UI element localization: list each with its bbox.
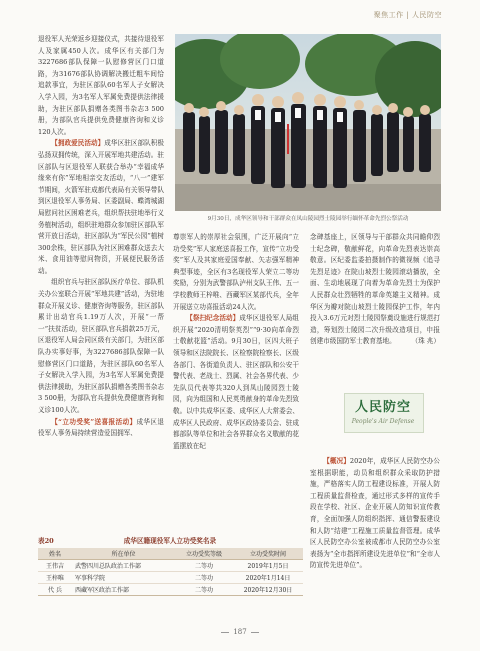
paragraph-text: 2020年，成华区人民防空办公室根据职能，动员和组织群众采取防护措施，严格落实人防工程建设标准，开展人防工程质量监督检查，通过形式多样的宣传手段在学校、社区、企业开展人防知识宣传教育，全面加强人防组织指挥、通信警报建设和人防“结建”工程施工质量监督管理。成华区人民防空办公室被成都市人民防空办公室表扬为“全市指挥所建设先进单位”和“全市人防宣传先进单位”。 bbox=[310, 457, 440, 570]
table-row bbox=[38, 560, 303, 572]
table-row bbox=[38, 572, 303, 584]
paragraph bbox=[310, 456, 440, 572]
table-caption: 成华区籍现役军人立功受奖名录 bbox=[123, 537, 217, 545]
table-title bbox=[38, 535, 303, 545]
text-column-1 bbox=[38, 34, 164, 524]
table-cell: 武警四川总队政治工作部 bbox=[72, 560, 175, 572]
table-header-row bbox=[38, 548, 303, 560]
table-cell: 西藏军区政治工作部 bbox=[72, 584, 175, 596]
paragraph: 组织官兵与驻区部队医疗单位、部队机关办公室联合开展“军地共建”活动，为驻地群众开展义诊、健康咨询等服务，驻区部队累计出动官兵1.19万人次，开展“一帮一”扶贫活动，驻区部队官兵捐款25万元，区退役军人局会同区级有关部门，为驻区部队办实事好事，为3227686部队保障一队慰修营区门口道路，为驻区部队60名军人子女解决入学入园，为3名军人军属免费提供法律援助，为驻区部队捐赠各类图书杂志3 500册，为部队官兵提供免费健康咨询和义诊100人次。 bbox=[38, 278, 164, 414]
page-footer bbox=[0, 628, 480, 636]
paragraph: 退役军人光荣返乡迎接仪式，共接待退役军人及家属450人次。成华区有关部门为3227686部队保障一队慰修营区门口道路，为31676部队协调解决搬迁粗车间恰追款事宜，为驻区部队60名军人子女解决入学入园，为3名军人军属免费提供法律援助，为驻区部队捐赠各类图书杂志3 500册，为部队官兵提供免费健康咨询和义诊120人次。 bbox=[38, 35, 164, 136]
section-tag: 【“立功受奖”送喜报活动】 bbox=[51, 417, 137, 426]
table-cell: 代 兵 bbox=[38, 584, 72, 596]
paragraph-text: 成华区退役军人局组织开展“2020清明祭英烈”“9·30向革命烈士敬献花篮”活动。9月30日，区四大班子领导和区法院院长、区检察院检察长、区级各部门、各街道负责人、驻区部队和公安干警代表、老战士、烈属、社会各界代表、少先队员代表等共320人到凤山陵园烈士陵园，向为组国和人民英勇献身的革命先烈致敬。以中共成华区委、成华区人大常委会、成华区人民政府、成华区政协委员会、驻成都部队等单位和社会各界群众名义敬献的花篮摆放在纪 bbox=[173, 314, 299, 450]
awards-table bbox=[38, 548, 303, 596]
ceremony-photo-illustration bbox=[175, 34, 441, 211]
section-tag: 【祭扫纪念活动】 bbox=[186, 314, 240, 323]
section-title: 人民防空 bbox=[354, 400, 411, 415]
paragraph bbox=[173, 313, 299, 452]
page-number: 187 bbox=[233, 628, 247, 636]
paragraph-text: 成华区退役军人事务局持续营造爱国拥军、 bbox=[38, 417, 164, 438]
paragraph-text: 念碑基座上，区领导与干部群众共同瞻仰烈士纪念碑，敬献鲜花，向革命先烈表达崇高敬意。区纪委监委拍摄制作的微视频《追寻先烈足迹》在院山坡烈士陵园滚动播放，全面、生动地展现了向着为革命先烈士为保护人民群众壮烈牺牲的革命英雄主义精神。成华区为瓣对院山坡烈士陵园保护工作，年内投入3.6万元对烈士陵园祭奠设施进行规范打造，筹划烈士陵园二次升级改造项目，申报创建市级国防军士教育基地。 bbox=[310, 233, 440, 346]
footer-rule bbox=[251, 632, 259, 633]
text-column-3 bbox=[310, 232, 440, 382]
table-header: 姓名 bbox=[38, 548, 72, 560]
running-head: 聚焦工作 | 人民防空 bbox=[373, 11, 442, 19]
table-cell: 2019年1月5日 bbox=[233, 560, 303, 572]
text-column-2 bbox=[173, 232, 299, 522]
table-row bbox=[38, 584, 303, 596]
table-cell: 二等功 bbox=[175, 560, 233, 572]
table-cell: 王梓唯 bbox=[38, 572, 72, 584]
table-cell: 王伟吉 bbox=[38, 560, 72, 572]
paragraph-text: 成华区驻区部队积极弘扬双拥传统，深入开展军地共建活动。驻区部队与区退役军人联获合举办“幸福成华缘来有你”军地相亲交友活动，“八一”建军节期间，火箭军驻成都代表局有关领导带队到区退役军人事务局、区委副局、蝶湾城湖局慰问社区困难老兵，组织帮扶驻地举行义务植树活动，组织驻地群众参加驻区部队军营开放日活动，驻区部队为“军民公园”植树300余株，驻区部队为社区困难群众送去大米、食用油等慰问物资，开展便民服务活动。 bbox=[38, 139, 164, 275]
table-cell: 军事科学院 bbox=[72, 572, 175, 584]
table-cell: 2020年12月30日 bbox=[233, 584, 303, 596]
section-subtitle: People's Air Defense bbox=[351, 418, 415, 425]
section-tag: 【概况】 bbox=[323, 457, 350, 465]
table-number: 表20 bbox=[38, 537, 54, 545]
table-header: 所在单位 bbox=[72, 548, 175, 560]
paragraph: 尊崇军人的崇厚社会氛围，广泛开展向“立功受奖”军人家庭送喜报工作，宣传“立功受奖”军人及其家庭爱国奉献、矢志强军精神典型事迹，全区有3名现役军人荣立二等功奖励，分别为武警部队泸州支队王伟、五一学校教师王梓唯、西藏军区某部代兵，全年开展送立功喜报活动24人次。 bbox=[173, 233, 299, 311]
author-signature: （珠 兆） bbox=[411, 337, 440, 346]
photo-caption: 9月30日，成华区领导和干部群众在凤山陵园烈士陵园举行缅怀革命先烈公祭活动 bbox=[207, 216, 409, 222]
table-header: 立功受奖等级 bbox=[175, 548, 233, 560]
table-cell: 2020年1月14日 bbox=[233, 572, 303, 584]
paragraph bbox=[38, 417, 164, 440]
footer-rule bbox=[221, 632, 229, 633]
text-column-3-lower bbox=[310, 456, 440, 590]
table-header: 立功受奖时间 bbox=[233, 548, 303, 560]
ceremony-photo bbox=[175, 34, 441, 211]
paragraph bbox=[310, 232, 440, 348]
table-cell: 二等功 bbox=[175, 584, 233, 596]
section-tag: 【拥政爱民活动】 bbox=[51, 139, 105, 148]
paragraph bbox=[38, 138, 164, 277]
section-banner bbox=[328, 392, 438, 442]
table-cell: 二等功 bbox=[175, 572, 233, 584]
